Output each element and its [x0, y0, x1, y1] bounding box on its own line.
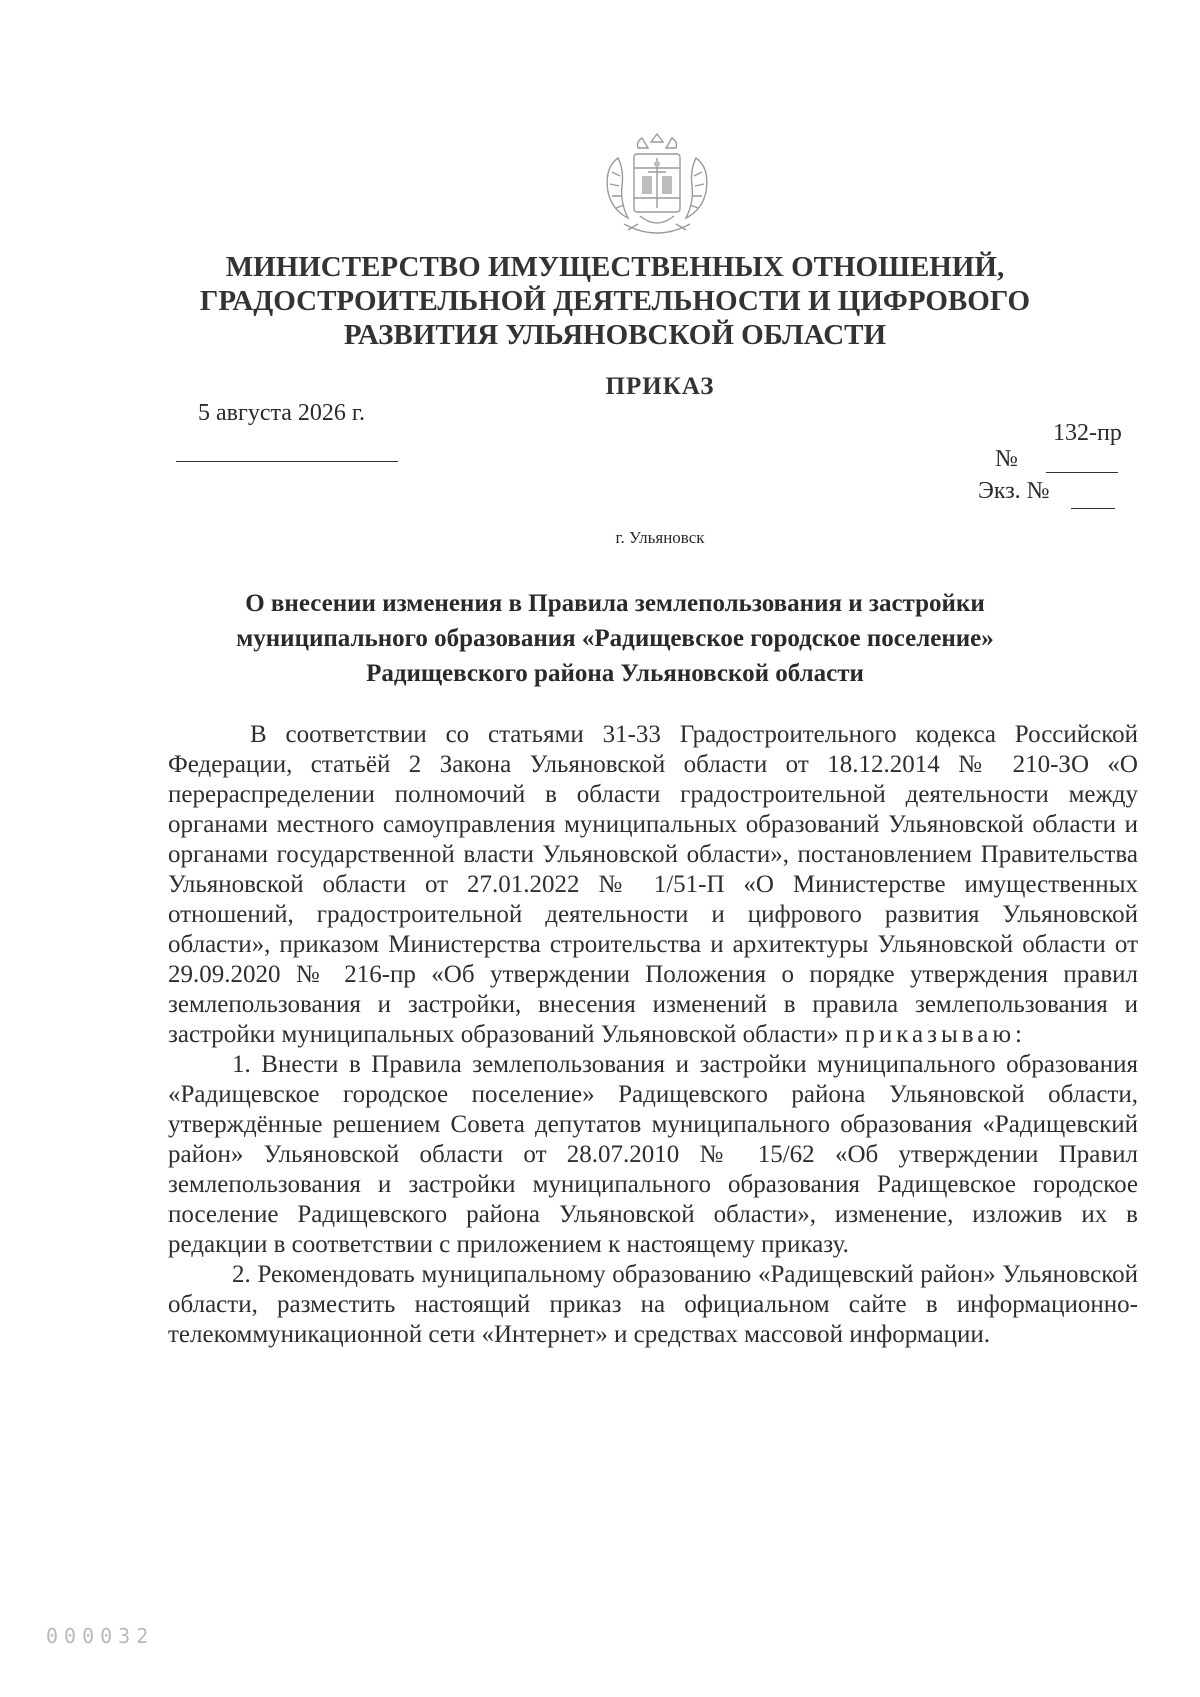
ministry-name-line-3: РАЗВИТИЯ УЛЬЯНОВСКОЙ ОБЛАСТИ	[343, 319, 887, 351]
preamble-paragraph	[168, 720, 1138, 1050]
ministry-name	[150, 250, 1080, 352]
order-title: ПРИКАЗ	[605, 373, 715, 400]
ministry-name-line-2: ГРАДОСТРОИТЕЛЬНОЙ ДЕЯТЕЛЬНОСТИ И ЦИФРОВОГО	[199, 285, 1031, 317]
date-underline	[176, 461, 398, 462]
order-number-underline	[1046, 472, 1118, 473]
order-word: приказываю:	[845, 1021, 1027, 1048]
order-date: 5 августа 2026 г.	[198, 400, 366, 426]
order-number: 132-пр	[1053, 420, 1122, 446]
issue-city: г. Ульяновск	[615, 528, 705, 547]
copy-number-label: Экз. №	[978, 478, 1050, 504]
coat-of-arms-emblem	[598, 128, 716, 238]
scan-page-mark: 000032	[46, 1624, 155, 1648]
copy-number-underline	[1071, 508, 1115, 509]
order-item-2: 2. Рекомендовать муниципальному образованию «Радищевский район» Ульяновской области, разместить настоящий приказ на официальном сайте в информационно-телекоммуникационной сети «Интернет» и средствах массовой информации.	[168, 1261, 1138, 1348]
preamble-text: В соответствии со статьями 31-33 Градостроительного кодекса Российской Федерации, статьёй 2 Закона Ульяновской области от 18.12.2014 № 210-ЗО «О перераспределении полномочий в области градостроительной деятельности между органами местного самоуправления муниципальных образований Ульяновской области и органами государственной власти Ульяновской области», постановлением Правительства Ульяновской области от 27.01.2022 № 1/51-П «О Министерстве имущественных отношений, градостроительной деятельности и цифрового развития Ульяновской области», приказом Министерства строительства и архитектуры Ульяновской области от 29.09.2020 № 216-пр «Об утверждении Положения о порядке утверждения правил землепользования и застройки, внесения изменений в правила землепользования и застройки муниципальных образований Ульяновской области»	[168, 721, 1138, 1048]
order-item-1: 1. Внести в Правила землепользования и застройки муниципального образования «Радищевское городское поселение» Радищевского района Ульяновской области, утверждённые решением Совета депутатов муниципального образования «Радищевский район» Ульяновской области от 28.07.2010 № 15/62 «Об утверждении Правил землепользования и застройки муниципального образования Радищевское городское поселение Радищевского района Ульяновской области», изменение, изложив их в редакции в соответствии с приложением к настоящему приказу.	[168, 1051, 1138, 1258]
order-body	[168, 720, 1138, 1350]
order-subject-line-3: Радищевского района Ульяновской области	[366, 660, 864, 687]
order-subject	[150, 586, 1080, 691]
order-number-label: №	[995, 446, 1018, 472]
order-subject-line-2: муниципального образования «Радищевское городское поселение»	[236, 625, 994, 652]
ministry-name-line-1: МИНИСТЕРСТВО ИМУЩЕСТВЕННЫХ ОТНОШЕНИЙ,	[225, 251, 1005, 283]
order-subject-line-1: О внесении изменения в Правила землепользования и застройки	[245, 590, 985, 617]
